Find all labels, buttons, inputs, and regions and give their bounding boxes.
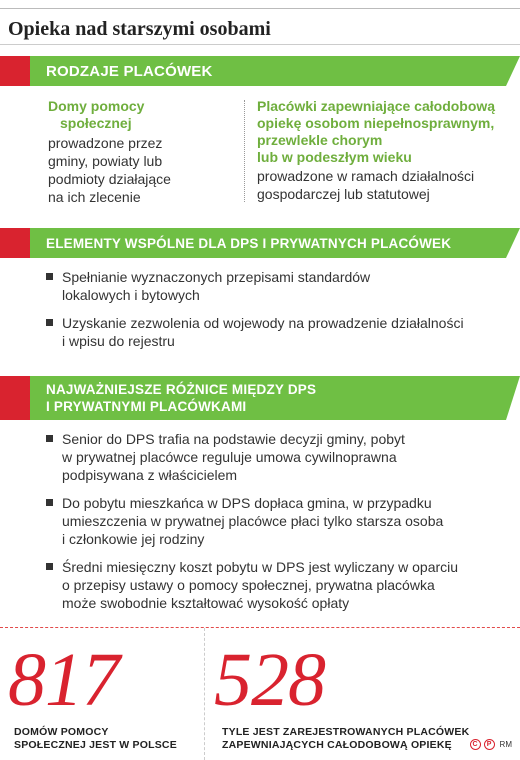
bullet-line: może swobodnie kształtować wysokość opłaty — [62, 595, 350, 611]
caption-line: TYLE JEST ZAREJESTROWANYCH PLACÓWEK — [222, 726, 470, 738]
bullet-square-icon — [46, 319, 53, 326]
stat-number-public: 817 — [8, 638, 119, 722]
bullet-square-icon — [46, 563, 53, 570]
text-line: prowadzone w ramach działalności — [257, 168, 475, 184]
common-bullets — [46, 268, 501, 360]
bullet-line: podpisywana z właścicielem — [62, 467, 238, 483]
heading-line: przewlekle chorym — [257, 132, 383, 148]
bullet-square-icon — [46, 273, 53, 280]
heading-line: Domy pomocy — [48, 98, 145, 114]
column-public — [48, 98, 238, 206]
bullet-line: Do pobytu mieszkańca w DPS dopłaca gmina, w przypadku — [62, 495, 432, 511]
credit — [470, 739, 512, 750]
header-line: NAJWAŻNIEJSZE RÓŻNICE MIĘDZY DPS — [46, 382, 317, 397]
list-item — [46, 558, 501, 612]
author-initials: RM — [499, 740, 512, 749]
caption-line: DOMÓW POMOCY — [14, 726, 109, 738]
stats-column-divider — [204, 628, 205, 760]
column-public-text — [48, 134, 238, 206]
bullet-line: lokalowych i bytowych — [62, 287, 200, 303]
bullet-line: Senior do DPS trafia na podstawie decyzji gminy, pobyt — [62, 431, 405, 447]
page-title: Opieka nad starszymi osobami — [8, 18, 271, 40]
caption-line: ZAPEWNIAJĄCYCH CAŁODOBOWĄ OPIEKĘ — [222, 739, 452, 751]
text-line: podmioty działające — [48, 171, 171, 187]
bullet-line: w prywatnej placówce reguluje umowa cywilnoprawna — [62, 449, 397, 465]
stat-caption-public — [14, 726, 177, 752]
bullet-square-icon — [46, 499, 53, 506]
section-header-label — [46, 381, 316, 415]
text-line: gminy, powiaty lub — [48, 153, 163, 169]
text-line: na ich zlecenie — [48, 189, 141, 205]
heading-line: społecznej — [60, 115, 132, 131]
column-divider — [244, 100, 245, 202]
text-line: prowadzone przez — [48, 135, 163, 151]
bullet-line: Uzyskanie zezwolenia od wojewody na prowadzenie działalności — [62, 315, 464, 331]
caption-line: SPOŁECZNEJ JEST W POLSCE — [14, 739, 177, 751]
stat-number-private: 528 — [214, 638, 325, 722]
bullet-square-icon — [46, 435, 53, 442]
list-item — [46, 268, 501, 304]
column-private-heading — [257, 98, 519, 166]
stat-caption-private — [222, 726, 469, 752]
heading-line: Placówki zapewniające całodobową — [257, 98, 496, 114]
bullet-line: Spełnianie wyznaczonych przepisami standardów — [62, 269, 371, 285]
top-rule — [0, 8, 520, 9]
list-item — [46, 430, 501, 484]
column-private — [257, 98, 519, 203]
list-item — [46, 314, 501, 350]
section-header-types — [0, 56, 520, 86]
bullet-line: i wpisu do rejestru — [62, 333, 175, 349]
bullet-line: Średni miesięczny koszt pobytu w DPS jest wyliczany w oparciu — [62, 559, 459, 575]
section-header-label: ELEMENTY WSPÓLNE DLA DPS I PRYWATNYCH PLACÓWEK — [46, 236, 452, 251]
bullet-line: umieszczenia w prywatnej placówce płaci tylko starsza osoba — [62, 513, 444, 529]
heading-line: opiekę osobom niepełnosprawnym, — [257, 115, 495, 131]
column-public-heading — [48, 98, 238, 132]
list-item — [46, 494, 501, 548]
difference-bullets — [46, 430, 501, 622]
heading-line: lub w podeszłym wieku — [257, 149, 412, 165]
column-private-text — [257, 167, 519, 203]
copyright-c-icon: C — [470, 739, 481, 750]
title-rule — [0, 44, 520, 45]
section-header-differences — [0, 376, 520, 420]
bullet-line: o przepisy ustawy o pomocy społecznej, prywatna placówka — [62, 577, 435, 593]
header-line: I PRYWATNYMI PLACÓWKAMI — [46, 399, 247, 414]
section-header-common — [0, 228, 520, 258]
copyright-p-icon: P — [484, 739, 495, 750]
stats-divider — [0, 627, 520, 628]
bullet-line: i członkowie jej rodziny — [62, 531, 205, 547]
section-header-label: RODZAJE PLACÓWEK — [46, 63, 213, 80]
text-line: gospodarczej lub statutowej — [257, 186, 430, 202]
